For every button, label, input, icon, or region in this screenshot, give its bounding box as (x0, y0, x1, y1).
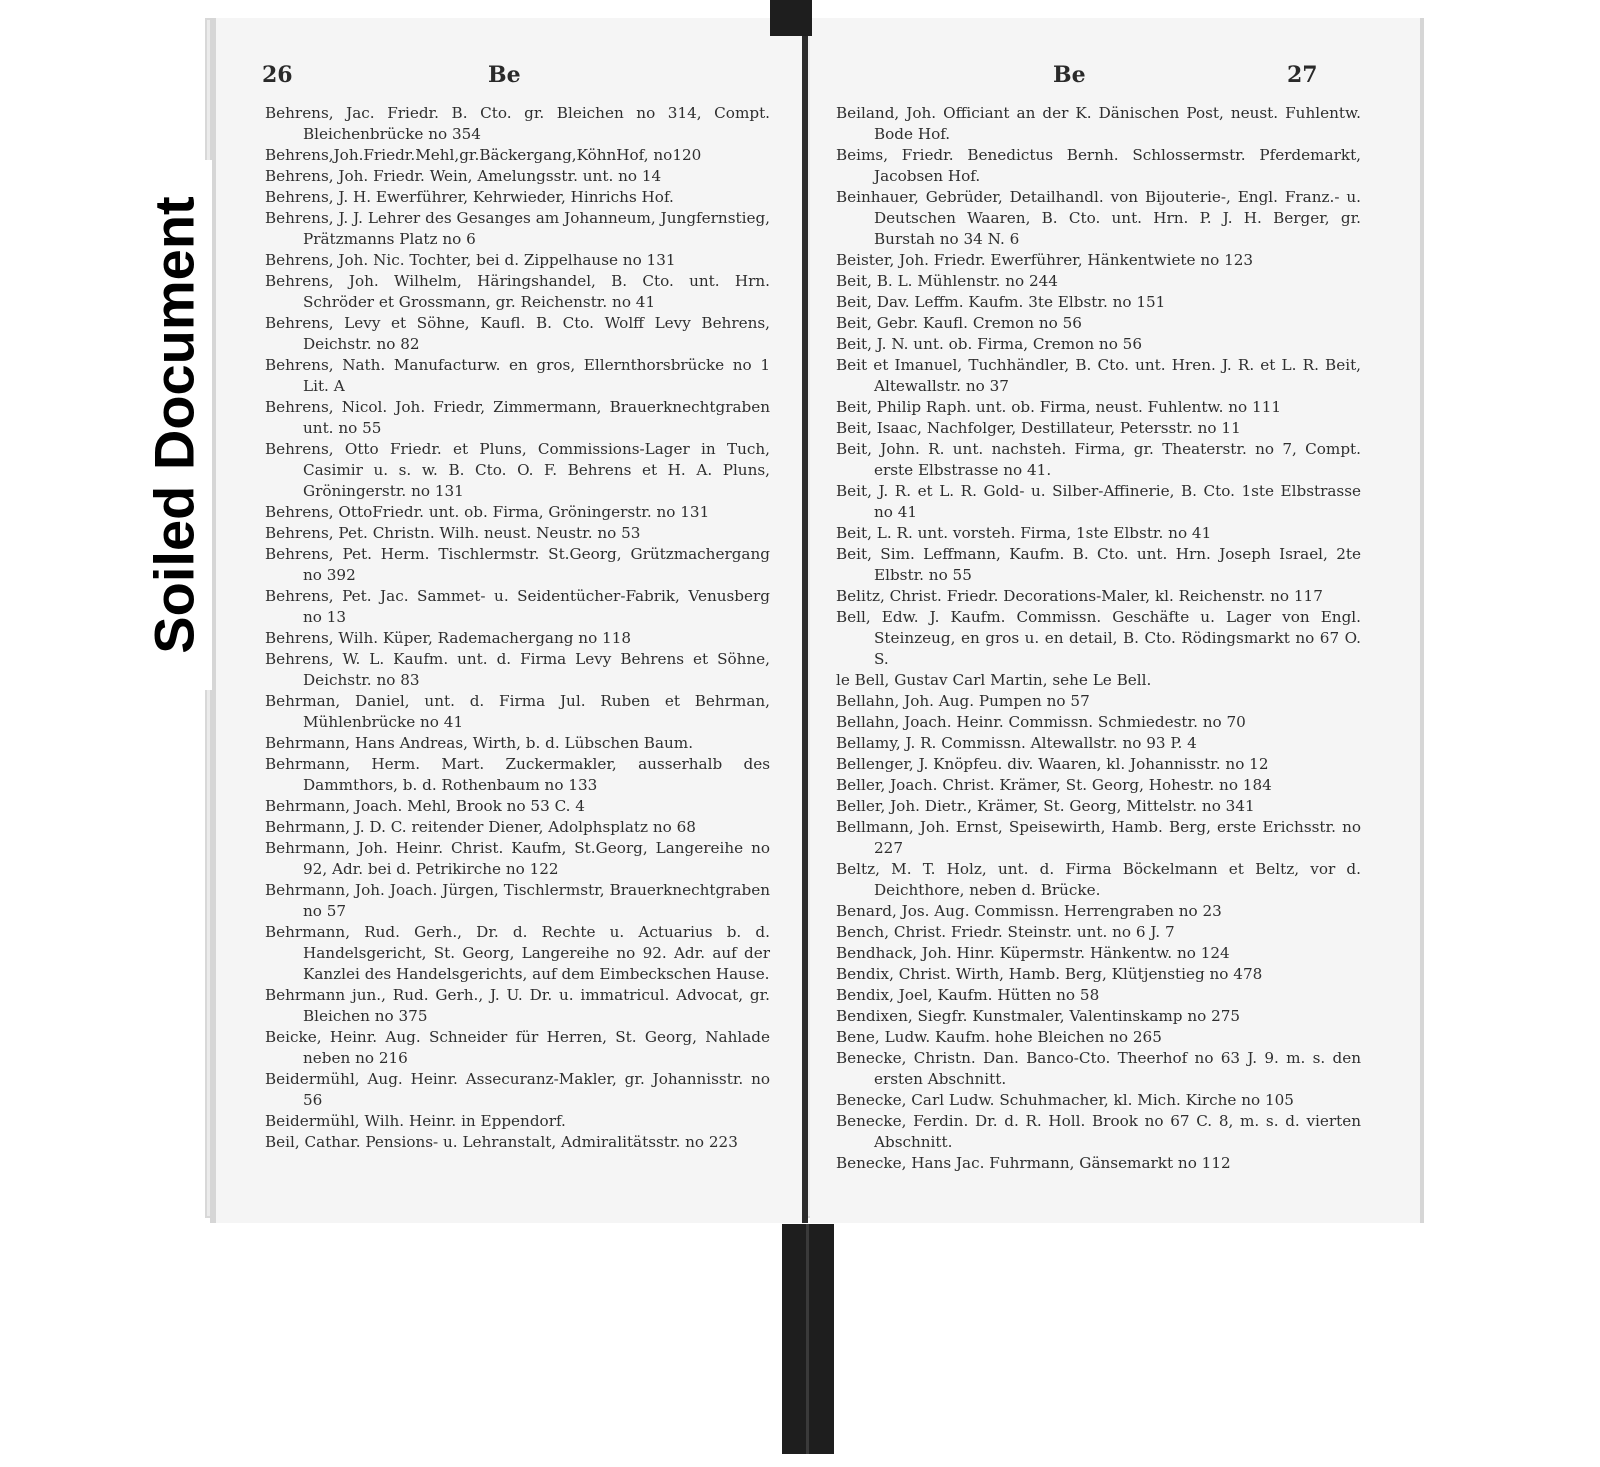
directory-entry: Bendixen, Siegfr. Kunstmaler, Valentinskamp no 275 (836, 1007, 1241, 1025)
directory-entry: Behrens, OttoFriedr. unt. ob. Firma, Gröningerstr. no 131 (265, 503, 710, 521)
left-directory-column (265, 103, 770, 1153)
right-page-number: 27 (1287, 62, 1318, 88)
directory-entry: Behrmann, Joach. Mehl, Brook no 53 C. 4 (265, 797, 585, 815)
directory-entry: Bell, Edw. J. Kaufm. Commissn. Geschäfte u. Lager von Engl. Steinzeug, en gros u. en detail, B. Cto. Rödingsmarkt no 67 O. S. (836, 608, 1361, 668)
directory-entry: Beit, J. R. et L. R. Gold- u. Silber-Affinerie, B. Cto. 1ste Elbstrasse no 41 (836, 482, 1361, 521)
directory-entry: Behrens, Otto Friedr. et Pluns, Commissions-Lager in Tuch, Casimir u. s. w. B. Cto. O. F. Behrens et H. A. Pluns, Gröningerstr. no 131 (265, 440, 770, 500)
directory-entry: Behrens, Joh. Nic. Tochter, bei d. Zippelhause no 131 (265, 251, 676, 269)
directory-entry: Bendhack, Joh. Hinr. Küpermstr. Hänkentw. no 124 (836, 944, 1230, 962)
directory-entry: le Bell, Gustav Carl Martin, sehe Le Bell. (836, 671, 1152, 689)
directory-entry: Beidermühl, Wilh. Heinr. in Eppendorf. (265, 1112, 566, 1130)
right-running-head: Be (1053, 62, 1086, 88)
directory-entry: Beicke, Heinr. Aug. Schneider für Herren, St. Georg, Nahlade neben no 216 (265, 1028, 770, 1067)
directory-entry: Bene, Ludw. Kaufm. hohe Bleichen no 265 (836, 1028, 1162, 1046)
directory-entry: Behrmann, Hans Andreas, Wirth, b. d. Lübschen Baum. (265, 734, 694, 752)
directory-entry: Beinhauer, Gebrüder, Detailhandl. von Bijouterie-, Engl. Franz.- u. Deutschen Waaren, B. Cto. unt. Hrn. P. J. H. Berger, gr. Burstah no 34 N. 6 (836, 188, 1361, 248)
directory-entry: Benecke, Hans Jac. Fuhrmann, Gänsemarkt no 112 (836, 1154, 1231, 1172)
directory-entry: Beiland, Joh. Officiant an der K. Dänischen Post, neust. Fuhlentw. Bode Hof. (836, 104, 1361, 143)
directory-entry: Bellmann, Joh. Ernst, Speisewirth, Hamb. Berg, erste Erichsstr. no 227 (836, 818, 1361, 857)
directory-entry: Bellenger, J. Knöpfeu. div. Waaren, kl. Johannisstr. no 12 (836, 755, 1269, 773)
directory-entry: Beister, Joh. Friedr. Ewerführer, Hänkentwiete no 123 (836, 251, 1254, 269)
directory-entry: Benecke, Christn. Dan. Banco-Cto. Theerhof no 63 J. 9. m. s. den ersten Abschnitt. (836, 1049, 1361, 1088)
directory-entry: Beit, L. R. unt. vorsteh. Firma, 1ste Elbstr. no 41 (836, 524, 1212, 542)
directory-entry: Behrmann, Joh. Joach. Jürgen, Tischlermstr, Brauerknechtgraben no 57 (265, 881, 770, 920)
directory-entry: Behrens, Wilh. Küper, Rademachergang no 118 (265, 629, 632, 647)
directory-entry: Behrens, Nicol. Joh. Friedr, Zimmermann, Brauerknechtgraben unt. no 55 (265, 398, 770, 437)
left-page-number: 26 (262, 62, 293, 88)
directory-entry: Beit et Imanuel, Tuchhändler, B. Cto. unt. Hren. J. R. et L. R. Beit, Altewallstr. no 37 (836, 356, 1361, 395)
directory-entry: Beltz, M. T. Holz, unt. d. Firma Böckelmann et Beltz, vor d. Deichthore, neben d. Brücke. (836, 860, 1361, 899)
directory-entry: Beit, Philip Raph. unt. ob. Firma, neust. Fuhlentw. no 111 (836, 398, 1282, 416)
directory-entry: Behrens, J. J. Lehrer des Gesanges am Johanneum, Jungfernstieg, Prätzmanns Platz no 6 (265, 209, 770, 248)
directory-entry: Beil, Cathar. Pensions- u. Lehranstalt, Admiralitätsstr. no 223 (265, 1133, 738, 1151)
directory-entry: Beidermühl, Aug. Heinr. Assecuranz-Makler, gr. Johannisstr. no 56 (265, 1070, 770, 1109)
directory-entry: Behrens, Jac. Friedr. B. Cto. gr. Bleichen no 314, Compt. Bleichenbrücke no 354 (265, 104, 770, 143)
directory-entry: Benecke, Carl Ludw. Schuhmacher, kl. Mich. Kirche no 105 (836, 1091, 1294, 1109)
directory-entry: Bendix, Joel, Kaufm. Hütten no 58 (836, 986, 1100, 1004)
directory-entry: Behrmann, Rud. Gerh., Dr. d. Rechte u. Actuarius b. d. Handelsgericht, St. Georg, Langereihe no 92. Adr. auf der Kanzlei des Handelsgerichts, auf dem Eimbeckschen Hause. (265, 923, 770, 983)
directory-entry: Beit, Dav. Leffm. Kaufm. 3te Elbstr. no 151 (836, 293, 1166, 311)
directory-entry: Bellamy, J. R. Commissn. Altewallstr. no 93 P. 4 (836, 734, 1197, 752)
directory-entry: Benecke, Ferdin. Dr. d. R. Holl. Brook no 67 C. 8, m. s. d. vierten Abschnitt. (836, 1112, 1361, 1151)
directory-entry: Beims, Friedr. Benedictus Bernh. Schlossermstr. Pferdemarkt, Jacobsen Hof. (836, 146, 1361, 185)
directory-entry: Behrens, J. H. Ewerführer, Kehrwieder, Hinrichs Hof. (265, 188, 674, 206)
directory-entry: Behrens, Levy et Söhne, Kaufl. B. Cto. Wolff Levy Behrens, Deichstr. no 82 (265, 314, 770, 353)
top-binding-strip (770, 0, 812, 36)
right-directory-column (836, 103, 1361, 1174)
directory-entry: Beller, Joach. Christ. Krämer, St. Georg, Hohestr. no 184 (836, 776, 1272, 794)
directory-entry: Behrmann, J. D. C. reitender Diener, Adolphsplatz no 68 (265, 818, 696, 836)
directory-entry: Beit, J. N. unt. ob. Firma, Cremon no 56 (836, 335, 1143, 353)
directory-entry: Behrmann, Joh. Heinr. Christ. Kaufm, St.Georg, Langereihe no 92, Adr. bei d. Petrikirche no 122 (265, 839, 770, 878)
directory-entry: Behrens, Joh. Wilhelm, Häringshandel, B. Cto. unt. Hrn. Schröder et Grossmann, gr. Reichenstr. no 41 (265, 272, 770, 311)
directory-entry: Bench, Christ. Friedr. Steinstr. unt. no 6 J. 7 (836, 923, 1175, 941)
directory-entry: Behrens,Joh.Friedr.Mehl,gr.Bäckergang,KöhnHof, no120 (265, 146, 702, 164)
directory-entry: Bendix, Christ. Wirth, Hamb. Berg, Klütjenstieg no 478 (836, 965, 1263, 983)
directory-entry: Belitz, Christ. Friedr. Decorations-Maler, kl. Reichenstr. no 117 (836, 587, 1323, 605)
directory-entry: Beit, John. R. unt. nachsteh. Firma, gr. Theaterstr. no 7, Compt. erste Elbstrasse no 41. (836, 440, 1361, 479)
directory-entry: Behrens, W. L. Kaufm. unt. d. Firma Levy Behrens et Söhne, Deichstr. no 83 (265, 650, 770, 689)
directory-entry: Benard, Jos. Aug. Commissn. Herrengraben no 23 (836, 902, 1222, 920)
directory-entry: Beit, Gebr. Kaufl. Cremon no 56 (836, 314, 1082, 332)
directory-entry: Behrman, Daniel, unt. d. Firma Jul. Ruben et Behrman, Mühlenbrücke no 41 (265, 692, 770, 731)
directory-entry: Behrens, Nath. Manufacturw. en gros, Ellernthorsbrücke no 1 Lit. A (265, 356, 770, 395)
directory-entry: Behrmann jun., Rud. Gerh., J. U. Dr. u. immatricul. Advocat, gr. Bleichen no 375 (265, 986, 770, 1025)
directory-entry: Behrens, Pet. Jac. Sammet- u. Seidentücher-Fabrik, Venusberg no 13 (265, 587, 770, 626)
directory-entry: Bellahn, Joach. Heinr. Commissn. Schmiedestr. no 70 (836, 713, 1246, 731)
directory-entry: Behrens, Pet. Herm. Tischlermstr. St.Georg, Grützmachergang no 392 (265, 545, 770, 584)
directory-entry: Beit, B. L. Mühlenstr. no 244 (836, 272, 1058, 290)
left-running-head: Be (488, 62, 521, 88)
bottom-binding-strip (782, 1224, 834, 1454)
book-spine (802, 18, 808, 1223)
directory-entry: Behrmann, Herm. Mart. Zuckermakler, ausserhalb des Dammthors, b. d. Rothenbaum no 133 (265, 755, 770, 794)
soiled-document-stamp: Soiled Document (142, 196, 206, 654)
directory-entry: Behrens, Pet. Christn. Wilh. neust. Neustr. no 53 (265, 524, 641, 542)
directory-entry: Beller, Joh. Dietr., Krämer, St. Georg, Mittelstr. no 341 (836, 797, 1255, 815)
directory-entry: Bellahn, Joh. Aug. Pumpen no 57 (836, 692, 1090, 710)
directory-entry: Beit, Sim. Leffmann, Kaufm. B. Cto. unt. Hrn. Joseph Israel, 2te Elbstr. no 55 (836, 545, 1361, 584)
directory-entry: Behrens, Joh. Friedr. Wein, Amelungsstr. unt. no 14 (265, 167, 662, 185)
directory-entry: Beit, Isaac, Nachfolger, Destillateur, Petersstr. no 11 (836, 419, 1241, 437)
